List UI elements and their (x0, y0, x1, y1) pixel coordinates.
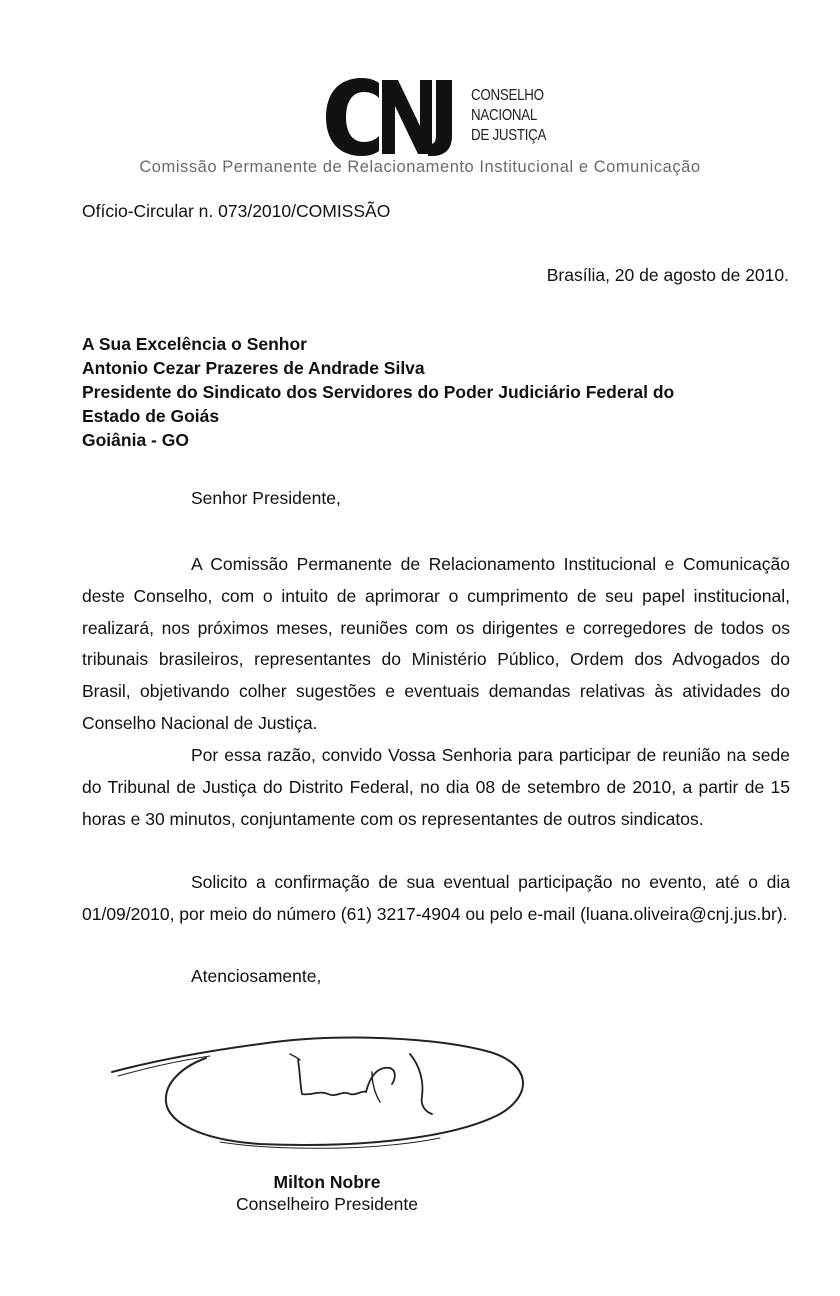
body-paragraph: Solicito a confirmação de sua eventual participação no evento, até o dia 01/09/2010, por meio do número (61) 3217-4904 ou pelo e-mail (luana.oliveira@cnj.jus.br). (82, 872, 790, 924)
recipient-line: Estado de Goiás (82, 406, 220, 426)
commission-name: Comissão Permanente de Relacionamento Institucional e Comunicação (139, 158, 701, 176)
recipient-block (82, 332, 674, 452)
cnj-logo (322, 76, 462, 158)
document-date: Brasília, 20 de agosto de 2010. (546, 265, 789, 285)
document-reference: Ofício-Circular n. 073/2010/COMISSÃO (82, 201, 391, 221)
salutation: Senhor Presidente, (191, 488, 341, 508)
body-paragraph: Por essa razão, convido Vossa Senhoria para participar de reunião na sede do Tribunal de Justiça do Distrito Federal, no dia 08 de setembro de 2010, a partir de 15 horas e 30 minutos, conjuntamente com os representantes de outros sindicatos. (82, 745, 790, 829)
body-paragraph: A Comissão Permanente de Relacionamento Institucional e Comunicação deste Conselho, com o intuito de aprimorar o cumprimento de seu papel institucional, realizará, nos próximos meses, reuniões com os dirigentes e corregedores de todos os tribunais brasileiros, representantes do Ministério Público, Ordem dos Advogados do Brasil, objetivando colher sugestões e eventuais demandas relativas às atividades do Conselho Nacional de Justiça. (82, 554, 790, 733)
signer-name: Milton Nobre (273, 1172, 381, 1192)
recipient-line: Presidente do Sindicato dos Servidores do Poder Judiciário Federal do (82, 382, 675, 402)
signer-title: Conselheiro Presidente (236, 1194, 418, 1214)
signature (110, 1010, 540, 1170)
logo-line: NACIONAL (471, 107, 538, 124)
logo-line: CONSELHO (471, 87, 544, 104)
recipient-line: A Sua Excelência o Senhor (82, 334, 307, 354)
logo-line: DE JUSTIÇA (471, 127, 547, 144)
recipient-line: Antonio Cezar Prazeres de Andrade Silva (82, 358, 425, 378)
logo-wordmark (471, 86, 558, 146)
letterhead (0, 72, 840, 182)
recipient-line: Goiânia - GO (82, 430, 189, 450)
closing: Atenciosamente, (191, 966, 322, 986)
